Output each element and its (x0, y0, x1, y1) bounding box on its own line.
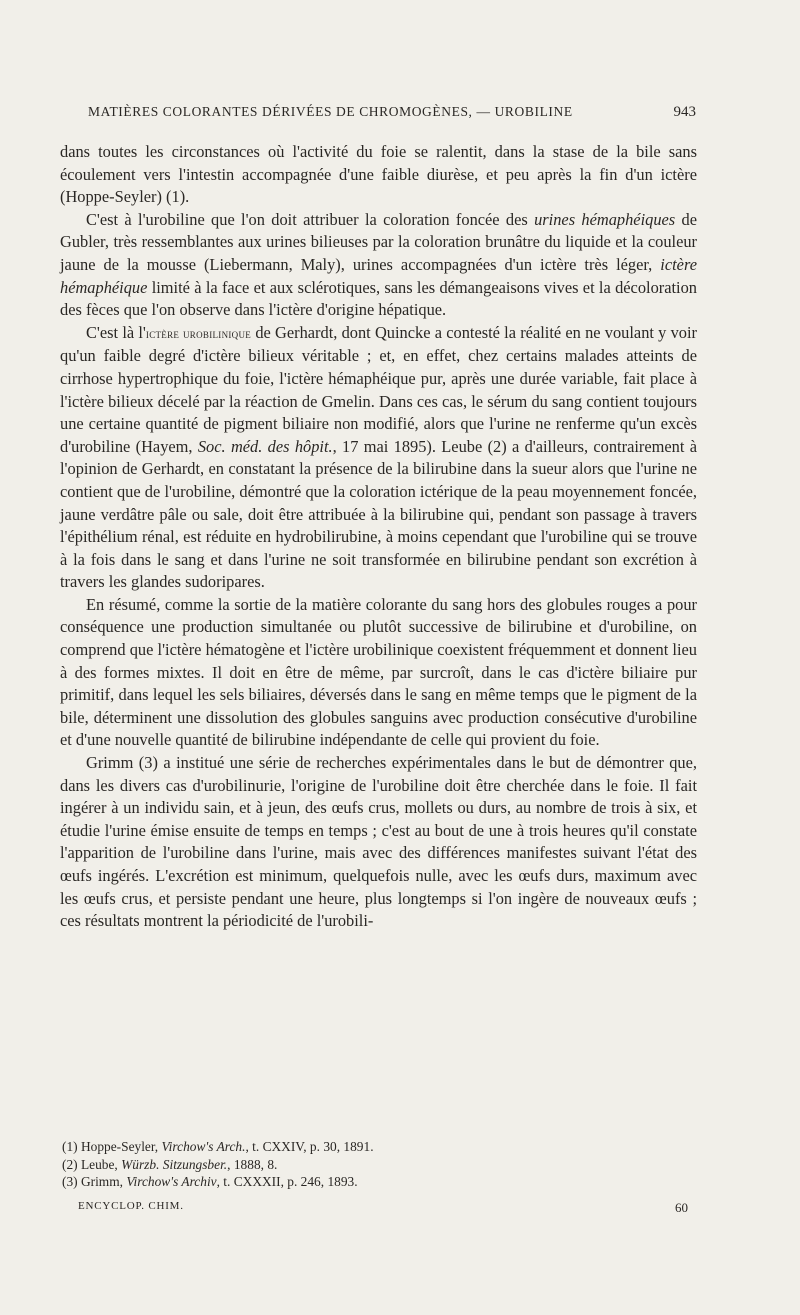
footnote-2 (62, 1156, 662, 1174)
footer-label: ENCYCLOP. CHIM. (78, 1200, 184, 1212)
footnote-source: Würzb. Sitzungsber. (121, 1156, 228, 1172)
footnote-text: , t. CXXXII, p. 246, 1893. (216, 1174, 358, 1190)
paragraph-3 (60, 322, 697, 594)
body-text (60, 141, 697, 933)
text-run: de Gerhardt, dont Quincke a contesté la réalité en ne voulant y voir qu'un faible degré d'ictère bilieux véritable ; et, en effet, chez certains malades atteints de cirrhose hypertrophique du foie, l'ictère hémaphéique pur, après une durée variable, fait place à l'ictère bilieux décelé par la réaction de Gmelin. Dans ces cas, le sérum du sang contient toujours une certaine quantité de pigment biliaire non modifié, alors que l'urine ne renferme qu'un excès d'urobiline (Hayem, (60, 322, 697, 456)
footnote-source: Virchow's Arch. (161, 1139, 246, 1154)
footnote-3 (62, 1173, 662, 1191)
paragraph-2 (60, 209, 697, 322)
footnote-text: (2) Leube, (62, 1156, 122, 1172)
italic-citation: Soc. méd. des hôpit. (197, 436, 333, 456)
paragraph-5: Grimm (3) a institué une série de recherches expérimentales dans le but de démontrer que, dans les divers cas d'urobilinurie, l'origine de l'urobiline doit être cherchée dans le foie. Il fait ingérer à un individu sain, et à jeun, des œufs crus, mollets ou durs, au nombre de trois à six, et étudie l'urine émise ensuite de temps en temps ; c'est au bout de une à trois heures qu'il constate l'apparition de l'urobiline dans l'urine, mais avec des différences manifestes suivant l'état des œufs ingérés. L'excrétion est minimum, quelquefois nulle, avec les œufs durs, maximum avec les œufs crus, et persiste pendant une heure, plus longtemps si l'on ingère de nouveaux œufs ; ces résultats montrent la périodicité de l'urobili- (60, 753, 697, 931)
page-footer (78, 1200, 688, 1216)
text-run: C'est là l' (86, 322, 146, 342)
text-run: , 17 mai 1895). Leube (2) a d'ailleurs, contrairement à l'opinion de Gerhardt, en constatant la présence de la bilirubine dans la sueur alors que l'urine ne contient que de l'urobiline, démontré que la coloration ictérique de la peau moyennement foncée, jaune verdâtre pâle ou sale, doit être attribuée à la bilirubine qui, pendant son passage à travers l'épithélium rénal, est réduite en hydrobilirubine, à moins cependant que l'urobiline qui se trouve à la fois dans le sang et dans l'urine ne soit transformée en bilirubine pendant son excrétion à travers les glandes sudoripares. (60, 436, 697, 592)
signature-mark: 60 (675, 1200, 688, 1215)
paragraph-1: dans toutes les circonstances où l'activité du foie se ralentit, dans la stase de la bile sans écoulement vers l'intestin accompagnée d'une faible diurèse, et peu après la fin d'un ictère (Hoppe-Seyler) (1). (60, 142, 697, 207)
paragraph-4: En résumé, comme la sortie de la matière colorante du sang hors des globules rouges a pour conséquence une production simultanée ou plutôt successive de bilirubine et d'urobiline, on comprend que l'ictère hématogène et l'ictère urobilinique coexistent fréquemment et donnent lieu à des formes mixtes. Il doit en être de même, par surcroît, dans le cas d'ictère biliaire pur primitif, dans lequel les sels biliaires, déversés dans le sang en même temps que le pigment de la bile, déterminent une dissolution des globules sanguins avec production consécutive d'urobiline et d'une nouvelle quantité de bilirubine indépendante de celle qui provient du foie. (60, 594, 697, 750)
text-run: de Gubler, très ressemblantes aux urines bilieuses par la coloration brunâtre du liquide et la couleur jaune de la mousse (Liebermann, Maly), urines accompagnées d'un ictère très léger, (60, 209, 697, 274)
italic-term: urines hémaphéiques (534, 209, 676, 229)
footnote-text: , t. CXXIV, p. 30, 1891. (245, 1139, 374, 1154)
running-title: MATIÈRES COLORANTES DÉRIVÉES DE CHROMOGÈNES, — UROBILINE (88, 104, 573, 119)
footnotes (62, 1138, 662, 1191)
footnote-1 (62, 1138, 662, 1156)
small-caps-term: ictère urobilinique (145, 325, 252, 341)
footnote-source: Virchow's Archiv (126, 1174, 217, 1190)
page-number: 943 (673, 104, 696, 120)
footnote-text: (3) Grimm, (62, 1174, 127, 1190)
text-run: limité à la face et aux sclérotiques, sans les démangeaisons vives et la décoloration des fèces que l'on observe dans l'ictère d'origine hépatique. (60, 277, 697, 320)
italic-term: ictère hémaphéique (60, 254, 697, 297)
running-header (88, 104, 696, 121)
text-run: C'est à l'urobiline que l'on doit attribuer la coloration foncée des (86, 209, 535, 229)
footnote-text: , 1888, 8. (227, 1156, 278, 1172)
footnote-text: (1) Hoppe-Seyler, (62, 1139, 162, 1154)
